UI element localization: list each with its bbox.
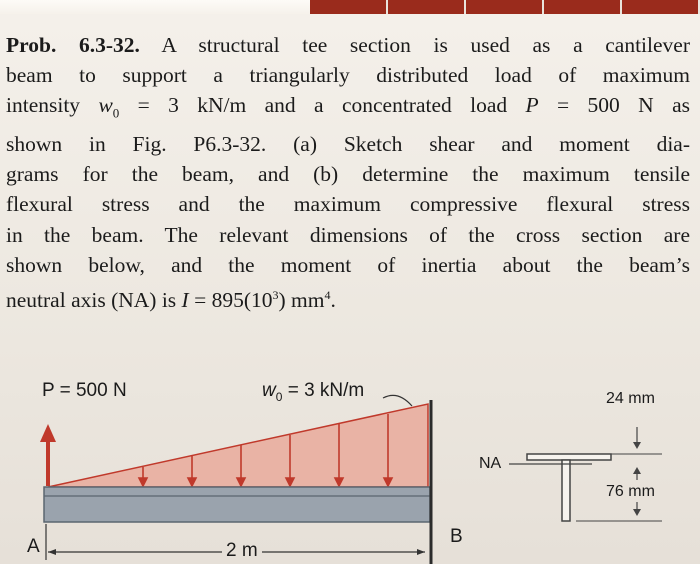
na-label: NA — [479, 455, 502, 472]
dim-24-arrow — [633, 442, 641, 449]
problem-line-1: Prob. 6.3-32. A structural tee section is used as a cantilever — [6, 33, 691, 57]
w0-leader — [383, 395, 412, 406]
w0-label: $w_0 = 3$ kN/m — [262, 380, 365, 404]
problem-line-5: grams for the beam, and (b) determine the maximum tensile — [6, 162, 690, 187]
dim-76-arrow-up — [633, 467, 641, 474]
length-label: 2 m — [226, 540, 258, 561]
problem-line-4: shown in Fig. P6.3-32. (a) Sketch shear and moment dia- — [6, 131, 690, 156]
problem-line-6: flexural stress and the maximum compressive flexural stress — [6, 192, 690, 217]
problem-line-9: neutral axis (NA) is $I = 895(10^3)$ $mm^4$. — [6, 287, 336, 313]
p-label: P = 500 N — [42, 380, 127, 401]
force-p-arrowhead — [40, 424, 56, 442]
beam — [44, 487, 430, 522]
problem-statement — [6, 30, 690, 315]
problem-line-2: beam to support a triangularly distributed load of maximum — [6, 63, 690, 88]
dim-76-label: 76 mm — [606, 483, 655, 500]
problem-number: Prob. 6.3-32. — [6, 33, 140, 57]
header-accent-blocks — [310, 0, 700, 14]
figure-p6-3-32 — [0, 360, 700, 564]
point-b-label: B — [450, 526, 463, 547]
point-a-label: A — [27, 536, 40, 557]
problem-line-8: shown below, and the moment of inertia about the beam’s — [6, 252, 690, 277]
distributed-load — [48, 404, 428, 487]
dim-24-label: 24 mm — [606, 390, 655, 407]
problem-line-3: intensity $w_0 = 3$ kN/m and a concentrated load P = 500 N as — [6, 93, 690, 121]
problem-line-7: in the beam. The relevant dimensions of the cross section are — [6, 222, 690, 247]
dim-76-arrow-down — [633, 509, 641, 516]
